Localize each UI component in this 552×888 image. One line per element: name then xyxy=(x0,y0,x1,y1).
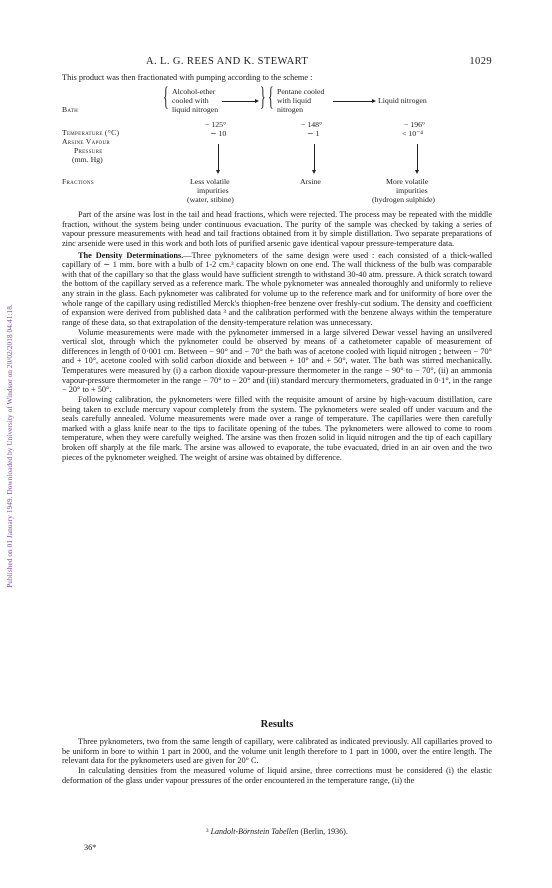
temp-2: − 148° xyxy=(301,120,323,129)
fraction1-line2: impurities xyxy=(197,186,229,195)
bath3-text: Liquid nitrogen xyxy=(378,96,427,105)
footnote xyxy=(62,827,492,836)
temp-1: − 125° xyxy=(205,120,227,129)
fraction-arrow-1 xyxy=(218,144,219,171)
page-number: 1029 xyxy=(469,56,492,67)
signature-mark: 36* xyxy=(84,843,97,852)
temp-3: − 196° xyxy=(404,120,426,129)
paragraph: Volume measurements were made with the pyknometer immersed in a large silvered Dewar vessel having an unsilvered vertical slot, through which the pyknometer could be observed by means of a cathetometer capable of measurement of differences in length of 0·001 cm. Between − 90° and − 70° the bath was of acetone cooled with liquid nitrogen ; between − 70° and + 10°, acetone cooled with solid carbon dioxide and between + 10° and + 50°, water. The bath was stirred mechanically. Temperatures were measured by (i) a carbon dioxide vapour-pressure thermometer in the range − 90° to − 70°, (ii) an ammonia vapour-pressure thermometer in the range − 70° to − 20° and (iii) standard mercury thermometers, graduated in 0·1°, in the range − 20° to + 50°. xyxy=(62,327,492,395)
left-brace-1: { xyxy=(163,82,169,111)
mmhg-label: (mm. Hg) xyxy=(72,155,103,164)
fraction1-line1: Less volatile xyxy=(190,177,230,186)
pressure-label: Pressure xyxy=(74,146,103,155)
fraction3-line3: (hydrogen sulphide) xyxy=(372,195,436,204)
fraction-arrow-2-head xyxy=(312,170,316,174)
arrow-1-head xyxy=(255,99,259,103)
fraction1-line3: (water, stibine) xyxy=(187,195,234,204)
left-brace-2: { xyxy=(268,82,274,111)
fraction3-line1: More volatile xyxy=(386,177,429,186)
paragraph: Three pyknometers, two from the same length of capillary, were calibrated as indicated previously. All capillaries proved to be uniform in bore to within 1 part in 2000, and the volume unit length therefore to 1 part in 1000, over the entire length. The relevant data for the pyknometers used are given for 20° C. xyxy=(62,737,492,766)
pressure-3: < 10⁻⁴ xyxy=(402,129,423,138)
fraction-arrow-3-head xyxy=(415,170,419,174)
pressure-1: ∼ 10 xyxy=(210,129,227,138)
main-text xyxy=(62,210,492,462)
paragraph: Following calibration, the pyknometers were filled with the requisite amount of arsine by high-vacuum distillation, care being taken to exclude mercury vapour completely from the system. The pyknometers were sealed off under vacuum and the seals carefully annealed. Volume measurements were made over a range of temperature. The capillaries were then carefully marked with a glass knife near to the tips to facilitate opening of the tubes. The pyknometers were allowed to come to room temperature, when they were carefully weighed. The arsine was then frozen solid in liquid nitrogen and the tip of each capillary broken off sharply at the file mark. The arsine was allowed to evaporate, the tube evacuated, dried in an air oven and the two pieces of the pyknometer weighed. The weight of arsine was obtained by difference. xyxy=(62,394,492,462)
running-header-authors: A. L. G. REES AND K. STEWART xyxy=(146,56,309,67)
footnote-title: Landolt-Börnstein Tabellen xyxy=(210,827,299,836)
arsine-vapour-label: Arsine Vapour xyxy=(62,137,111,146)
fraction-arrow-2 xyxy=(314,144,315,171)
pressure-2: ∼ 1 xyxy=(307,129,320,138)
paragraph: Part of the arsine was lost in the tail and head fractions, which were rejected. The process may be repeated with the middle fraction, without the system being under continuous evacuation. The purity of the sample was checked by taking a series of vapour pressure measurements with head and tail fractions obtained from it by simple distillation. Two separate preparations of zinc arsenide were used in this work and both lots of purified arsenic gave identical vapour pressure-temperature data. xyxy=(62,210,492,248)
download-notice xyxy=(4,90,16,802)
bath1-line1: Alcohol-ether xyxy=(172,87,216,96)
paragraph-density-text: —Three pyknometers of the same design were used : each consisted of a thick-walled capillary of ∼ 1 mm. bore with a bulb of 1-2 cm.³ capacity blown on one end. The wall thickness of the bulb was comparable with that of the capillary so that the glass would have sufficient strength to withstand 30-40 atm. pressure. A thick scratch toward the bottom of the capillary served as a reference mark. The whole pyknometer was annealed thoroughly and uniformly to relieve any strain in the glass. Each pyknometer was calibrated for volume up to the reference mark and for uniformity of bore over the whole range of the capillary using redistilled Merck's thiophen-free benzene over freshly-cut sodium. The density and coefficient of expansion were derived from published data ³ and the calibration performed with the benzene always within the temperature range of these data, so that extrapolation of the density-temperature relation was unnecessary. xyxy=(62,250,492,327)
bath-label: Bath xyxy=(62,105,78,114)
results-heading: Results xyxy=(260,719,294,730)
temperature-label: Temperature (°C) xyxy=(62,128,120,137)
arrow-2-head xyxy=(372,99,376,103)
fraction-arrow-3 xyxy=(417,144,418,171)
paragraph-density xyxy=(62,251,492,328)
right-brace-1: } xyxy=(260,82,266,111)
results-text xyxy=(62,737,492,785)
bath1-line2: cooled with xyxy=(172,96,209,105)
fractions-label: Fractions xyxy=(62,177,94,186)
bath2-line2: with liquid xyxy=(277,96,312,105)
arrow-1 xyxy=(222,101,256,102)
fraction3-line2: impurities xyxy=(396,186,428,195)
fractionation-scheme xyxy=(62,84,502,206)
paragraph: In calculating densities from the measured volume of liquid arsine, three corrections must be considered (i) the elastic deformation of the glass under vapour pressures of the order encountered in the temperature range, (ii) the xyxy=(62,765,492,785)
footnote-rest: (Berlin, 1936). xyxy=(298,827,348,836)
footnote-mark: ³ xyxy=(206,827,211,836)
download-notice-text: Published on 01 January 1949. Downloaded by University of Windsor on 20/02/2018 04:41:18. xyxy=(6,304,14,588)
fraction-arrow-1-head xyxy=(216,170,220,174)
bath2-line1: Pentane cooled xyxy=(277,87,325,96)
fraction2-text: Arsine xyxy=(300,177,321,186)
bath1-line3: liquid nitrogen xyxy=(172,105,219,114)
arrow-2 xyxy=(333,101,373,102)
bath2-line3: nitrogen xyxy=(277,105,303,114)
intro-sentence: This product was then fractionated with pumping according to the scheme : xyxy=(62,73,313,82)
section-heading-density: The Density Determinations. xyxy=(78,250,184,260)
